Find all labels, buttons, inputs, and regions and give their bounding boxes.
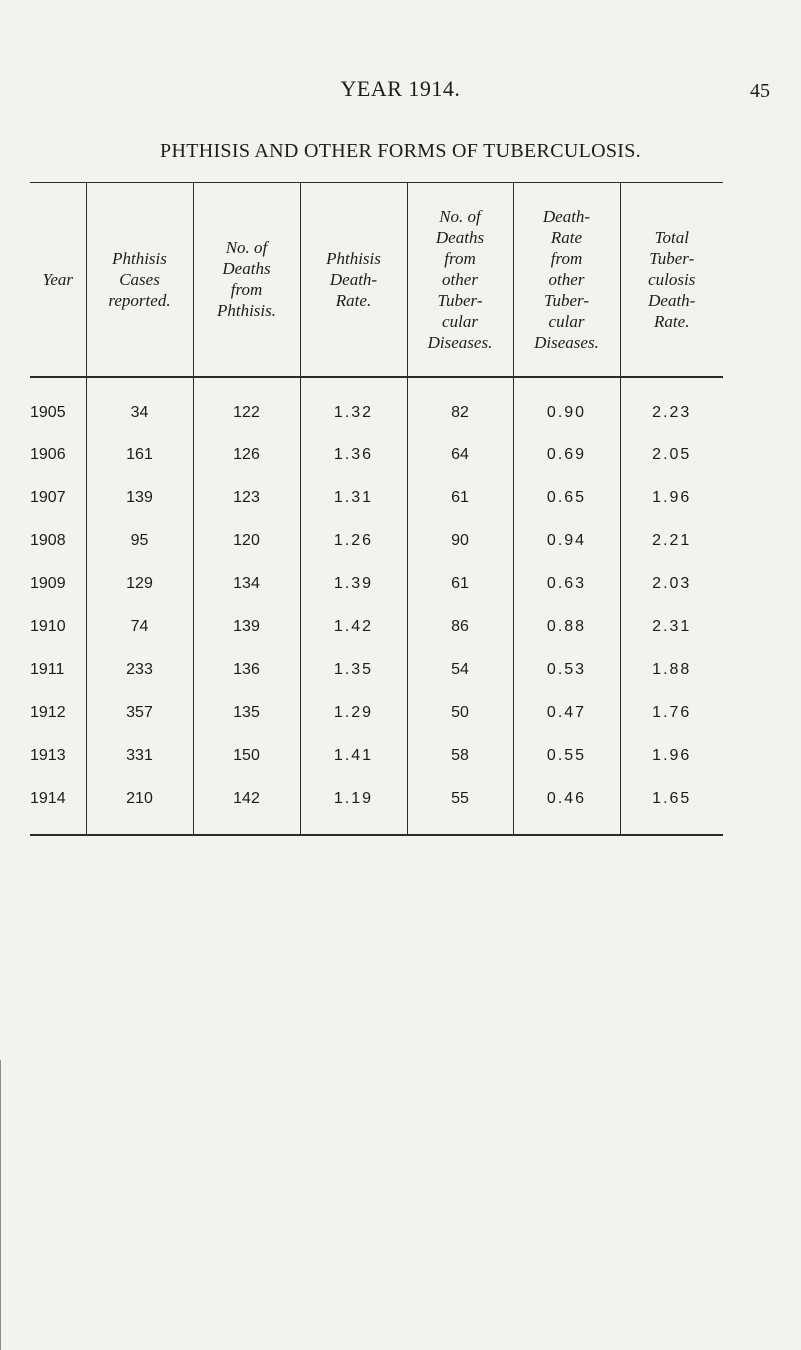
column-header-line: Deaths: [222, 259, 271, 279]
cell-other-death-rate: 0.69: [513, 434, 620, 477]
cell-phthisis-cases: 34: [86, 377, 193, 434]
cell-year: 1909: [30, 575, 66, 592]
column-header-line: No. of: [439, 206, 481, 226]
table-title: PHTHISIS AND OTHER FORMS OF TUBERCULOSIS.: [160, 140, 641, 162]
column-header-line: reported.: [108, 290, 171, 310]
table-row: [30, 563, 723, 606]
column-header-total-death-rate: [620, 183, 723, 377]
cell-year: 1911: [30, 661, 65, 678]
page-number: 45: [750, 80, 770, 102]
table-row: [30, 477, 723, 520]
cell-other-death-rate: 0.47: [513, 692, 620, 735]
cell-year: 1906: [30, 446, 66, 463]
column-header-phthisis-deaths: [193, 183, 300, 377]
column-header-line: other: [548, 269, 585, 289]
cell-total-death-rate: 2.31: [620, 606, 723, 649]
table-row: [30, 606, 723, 649]
column-header-line: Diseases.: [534, 332, 599, 352]
tuberculosis-table: [30, 182, 723, 836]
table-row: [30, 377, 723, 434]
column-header-line: Tuber-: [544, 290, 589, 310]
cell-other-deaths: 82: [407, 377, 513, 434]
cell-total-death-rate: 2.21: [620, 520, 723, 563]
column-header-line: Death-: [648, 290, 696, 310]
cell-other-deaths: 55: [407, 778, 513, 835]
column-header-line: Phthisis: [112, 248, 167, 268]
column-header-line: Total: [654, 227, 689, 247]
table-row: [30, 735, 723, 778]
cell-other-death-rate: 0.88: [513, 606, 620, 649]
table-row: [30, 692, 723, 735]
cell-other-deaths: 50: [407, 692, 513, 735]
column-header-line: Phthisis: [326, 248, 381, 268]
column-header-line: cular: [548, 311, 585, 331]
column-header-line: Death-: [542, 206, 591, 226]
column-header-line: from: [550, 248, 583, 268]
table-row: [30, 778, 723, 835]
cell-phthisis-death-rate: 1.41: [300, 735, 407, 778]
cell-total-death-rate: 1.96: [620, 735, 723, 778]
cell-year: 1907: [30, 489, 66, 506]
cell-total-death-rate: 2.05: [620, 434, 723, 477]
column-header-year: [30, 183, 86, 377]
cell-phthisis-deaths: 122: [193, 377, 300, 434]
cell-other-death-rate: 0.46: [513, 778, 620, 835]
column-header-line: cular: [442, 311, 478, 331]
column-header-line: Phthisis.: [216, 301, 277, 321]
cell-phthisis-deaths: 136: [193, 649, 300, 692]
cell-phthisis-death-rate: 1.31: [300, 477, 407, 520]
cell-total-death-rate: 2.23: [620, 377, 723, 434]
cell-other-deaths: 86: [407, 606, 513, 649]
cell-phthisis-cases: 357: [86, 692, 193, 735]
column-header-line: Rate.: [335, 290, 372, 310]
column-header-line: Rate.: [654, 311, 690, 331]
cell-phthisis-deaths: 139: [193, 606, 300, 649]
column-header-phthisis-death-rate: [300, 183, 407, 377]
margin-line: [0, 1060, 1, 1350]
column-header-line: Year: [42, 269, 74, 289]
cell-phthisis-death-rate: 1.36: [300, 434, 407, 477]
cell-phthisis-deaths: 142: [193, 778, 300, 835]
cell-phthisis-death-rate: 1.39: [300, 563, 407, 606]
column-header-line: from: [230, 280, 263, 300]
cell-other-deaths: 64: [407, 434, 513, 477]
cell-other-deaths: 61: [407, 477, 513, 520]
column-header-line: from: [444, 248, 476, 268]
cell-phthisis-cases: 210: [86, 778, 193, 835]
cell-other-deaths: 58: [407, 735, 513, 778]
cell-year: 1914: [30, 778, 86, 835]
column-header-line: No. of: [225, 238, 268, 258]
cell-year: 1908: [30, 532, 66, 549]
cell-phthisis-death-rate: 1.32: [300, 377, 407, 434]
column-header-line: culosis: [648, 269, 696, 289]
table-row: [30, 649, 723, 692]
cell-other-deaths: 54: [407, 649, 513, 692]
cell-phthisis-death-rate: 1.29: [300, 692, 407, 735]
cell-phthisis-deaths: 134: [193, 563, 300, 606]
cell-year: 1905: [30, 403, 66, 421]
cell-phthisis-cases: 129: [86, 563, 193, 606]
cell-phthisis-deaths: 123: [193, 477, 300, 520]
cell-phthisis-cases: 331: [86, 735, 193, 778]
cell-phthisis-cases: 139: [86, 477, 193, 520]
cell-other-death-rate: 0.53: [513, 649, 620, 692]
running-head: YEAR 1914.: [340, 76, 461, 101]
cell-phthisis-deaths: 120: [193, 520, 300, 563]
column-header-line: Diseases.: [427, 332, 493, 352]
column-header-line: Tuber-: [649, 248, 695, 268]
column-header-line: Tuber-: [437, 290, 483, 310]
cell-year: 1913: [30, 747, 66, 764]
cell-phthisis-deaths: 126: [193, 434, 300, 477]
cell-phthisis-deaths: 135: [193, 692, 300, 735]
cell-phthisis-death-rate: 1.42: [300, 606, 407, 649]
cell-other-deaths: 90: [407, 520, 513, 563]
cell-other-death-rate: 0.65: [513, 477, 620, 520]
cell-phthisis-death-rate: 1.35: [300, 649, 407, 692]
column-header-line: other: [442, 269, 478, 289]
table-row: [30, 434, 723, 477]
column-header-other-death-rate: [513, 183, 620, 377]
column-header-phthisis-cases: [86, 183, 193, 377]
cell-other-death-rate: 0.90: [513, 377, 620, 434]
cell-phthisis-death-rate: 1.19: [300, 778, 407, 835]
cell-phthisis-cases: 74: [86, 606, 193, 649]
table-row: [30, 520, 723, 563]
column-header-other-deaths: [407, 183, 513, 377]
cell-total-death-rate: 1.65: [620, 778, 723, 835]
header-row: [30, 183, 723, 377]
cell-other-death-rate: 0.63: [513, 563, 620, 606]
cell-other-death-rate: 0.55: [513, 735, 620, 778]
column-header-line: Deaths: [435, 227, 485, 247]
cell-other-death-rate: 0.94: [513, 520, 620, 563]
cell-other-deaths: 61: [407, 563, 513, 606]
cell-total-death-rate: 1.76: [620, 692, 723, 735]
cell-phthisis-deaths: 150: [193, 735, 300, 778]
table-body: [30, 377, 723, 835]
cell-phthisis-death-rate: 1.26: [300, 520, 407, 563]
cell-total-death-rate: 2.03: [620, 563, 723, 606]
cell-year: 1910: [30, 618, 66, 635]
cell-phthisis-cases: 233: [86, 649, 193, 692]
column-header-line: Death-: [329, 269, 378, 289]
column-header-line: Rate: [550, 227, 583, 247]
cell-phthisis-cases: 95: [86, 520, 193, 563]
column-header-line: Cases: [119, 269, 160, 289]
cell-total-death-rate: 1.88: [620, 649, 723, 692]
cell-year: 1912: [30, 704, 66, 721]
cell-phthisis-cases: 161: [86, 434, 193, 477]
cell-total-death-rate: 1.96: [620, 477, 723, 520]
